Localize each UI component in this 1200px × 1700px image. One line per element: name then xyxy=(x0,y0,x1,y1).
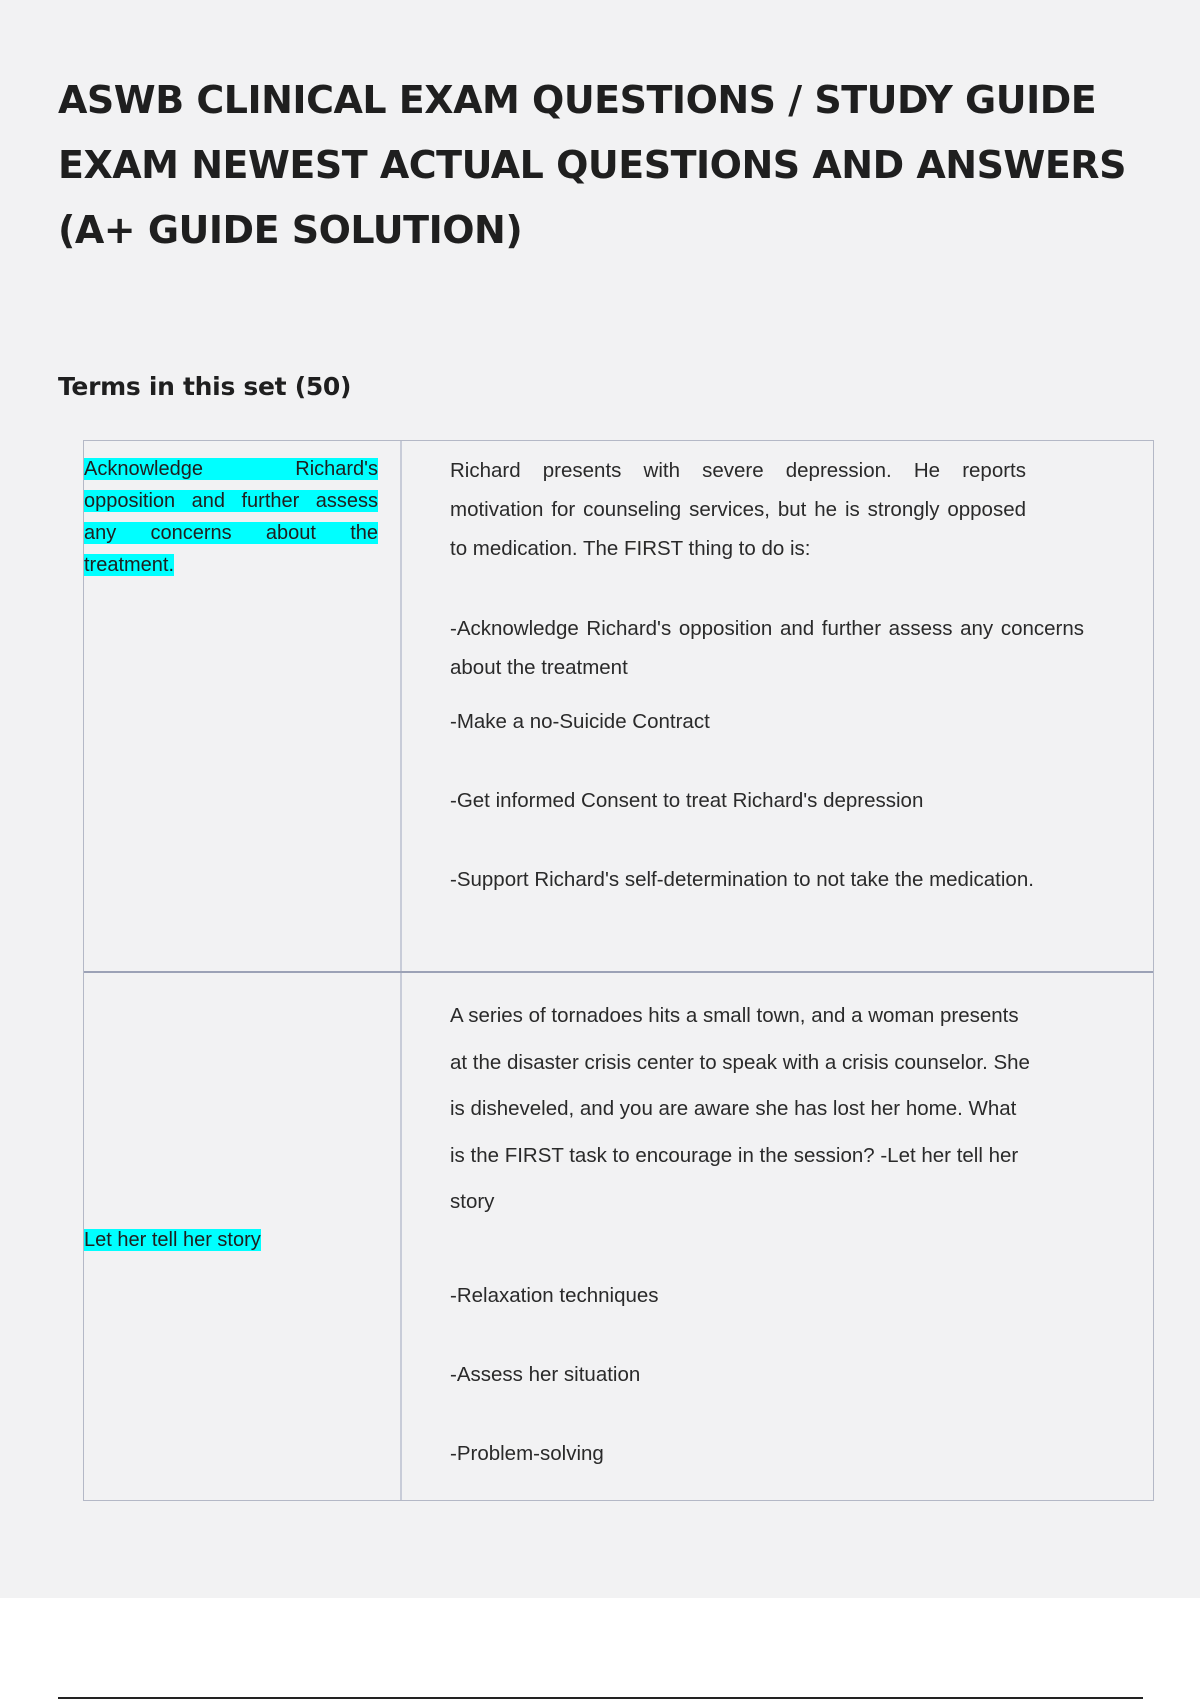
flashcard-row xyxy=(84,441,1153,971)
answer-option: -Make a no-Suicide Contract xyxy=(450,710,710,733)
definition-cell xyxy=(402,973,1153,1500)
answer-option: -Problem-solving xyxy=(450,1442,604,1465)
flashcard-row xyxy=(84,971,1153,1500)
answer-option: -Support Richard's self-determination to not take the medication. xyxy=(450,868,1034,891)
flashcard-table xyxy=(83,440,1154,1501)
term-cell xyxy=(84,973,402,1500)
title-line: (A+ GUIDE SOLUTION) xyxy=(58,208,523,252)
document-title xyxy=(58,68,1158,263)
highlighted-answer: Let her tell her story xyxy=(84,1229,261,1251)
question-text: Richard presents with severe depression. He reports motivation for counseling services, but he is strongly opposed to medication. The FIRST thing to do is: xyxy=(450,459,1026,560)
title-line: EXAM NEWEST ACTUAL QUESTIONS AND ANSWERS xyxy=(58,143,1126,187)
definition-cell xyxy=(402,441,1153,971)
answer-option: -Relaxation techniques xyxy=(450,1284,659,1307)
term-cell xyxy=(84,441,402,971)
answer-option: -Acknowledge Richard's opposition and further assess any concerns about the treatment xyxy=(450,617,1084,679)
answer-option: -Assess her situation xyxy=(450,1363,641,1386)
question-text: A series of tornadoes hits a small town, and a woman presents at the disaster crisis center to speak with a crisis counselor. She is disheveled, and you are aware she has lost her home. What is the FIRST task to encourage in the session? -Let her tell her story xyxy=(450,1004,1030,1213)
terms-count-heading: Terms in this set (50) xyxy=(58,372,352,401)
footer-divider xyxy=(58,1697,1143,1699)
title-line: ASWB CLINICAL EXAM QUESTIONS / STUDY GUIDE xyxy=(58,78,1097,122)
answer-option: -Get informed Consent to treat Richard's depression xyxy=(450,789,924,812)
highlighted-answer: Acknowledge Richard's opposition and further assess any concerns about the treatment. xyxy=(84,458,378,576)
